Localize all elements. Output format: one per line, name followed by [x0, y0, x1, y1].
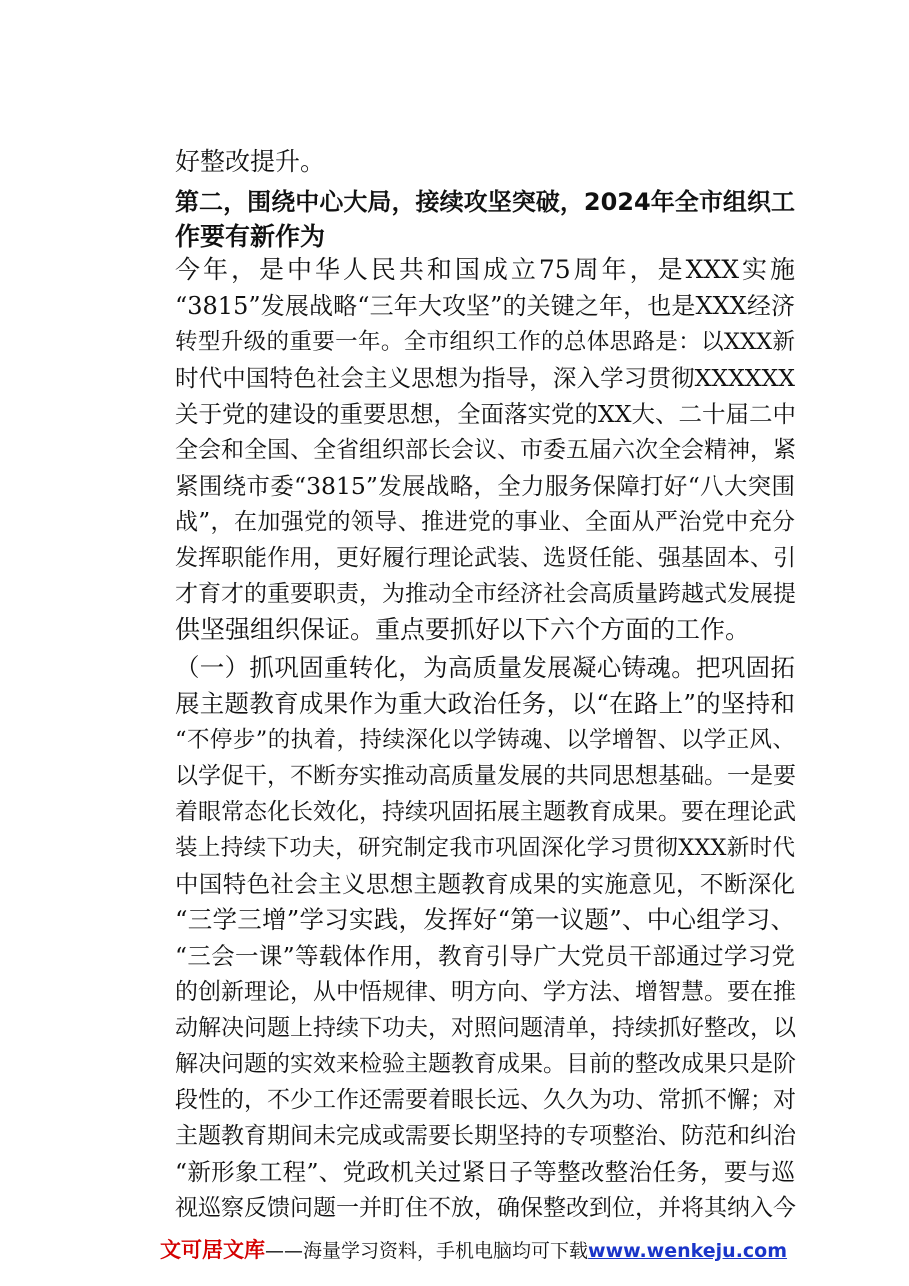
text-line: “三会一课”等载体作用，教育引导广大党员干部通过学习党 [175, 942, 795, 970]
text-line: 中国特色社会主义思想主题教育成果的实施意见，不断深化 [175, 870, 795, 898]
subsection-line: （一）抓巩固重转化，为高质量发展凝心铸魂。把巩固拓 [175, 653, 795, 682]
text-line: 紧围绕市委“3815”发展战略，全力服务保障打好“八大突围 [175, 472, 795, 500]
text-line: 好整改提升。 [175, 147, 326, 176]
text-line: 全会和全国、全省组织部长会议、市委五届六次全会精神，紧 [175, 437, 796, 463]
text-line: 着眼常态化长效化，持续巩固拓展主题教育成果。要在理论武 [175, 799, 796, 825]
text-line: “不停步”的执着，持续深化以学铸魂、以学增智、以学正风、 [175, 727, 795, 753]
footer-url-link[interactable]: www.wenkeju.com [588, 1240, 788, 1262]
text-line: 以学促干，不断夯实推动高质量发展的共同思想基础。一是要 [175, 763, 796, 789]
text-line: 装上持续下功夫，研究制定我市巩固深化学习贯彻XXX新时代 [175, 835, 795, 861]
section-heading-line: 第二，围绕中心大局，接续攻坚突破，2024年全市组织工 [175, 188, 795, 216]
text-line: 视巡察反馈问题一并盯住不放，确保整改到位，并将其纳入今 [175, 1195, 796, 1221]
section-heading-line: 作要有新作为 [175, 222, 326, 251]
footer-tagline: ——海量学习资料，手机电脑均可下载 [265, 1240, 589, 1262]
text-line: 主题教育期间未完成或需要长期坚持的专项整治、防范和纠治 [175, 1123, 796, 1149]
text-line: 的创新理论，从中悟规律、明方向、学方法、增智慧。要在推 [175, 979, 796, 1005]
text-line: 关于党的建设的重要思想，全面落实党的XX大、二十届二中 [175, 400, 796, 428]
footer-banner [160, 1236, 788, 1265]
text-line: “3815”发展战略“三年大攻坚”的关键之年，也是XXX经济 [175, 292, 795, 320]
text-line: “新形象工程”、党政机关过紧日子等整改整治任务，要与巡 [175, 1158, 795, 1186]
text-line: 动解决问题上持续下功夫，对照问题清单，持续抓好整改，以 [175, 1015, 796, 1041]
text-line: 才育才的重要职责，为推动全市经济社会高质量跨越式发展提 [175, 581, 796, 607]
text-line: “三学三增”学习实践，发挥好“第一议题”、中心组学习、 [175, 905, 795, 934]
text-line: 时代中国特色社会主义思想为指导，深入学习贯彻XXXXXX [175, 364, 795, 392]
text-line: 转型升级的重要一年。全市组织工作的总体思路是：以XXX新 [175, 329, 795, 355]
footer-brand: 文可居文库 [160, 1238, 265, 1262]
text-line: 发挥职能作用，更好履行理论武装、选贤任能、强基固本、引 [175, 545, 796, 571]
text-line: 战”，在加强党的领导、推进党的事业、全面从严治党中充分 [175, 509, 795, 535]
text-line: 今年，是中华人民共和国成立75周年，是XXX实施 [175, 255, 795, 284]
text-line: 供坚强组织保证。重点要抓好以下六个方面的工作。 [175, 615, 751, 644]
text-line: 展主题教育成果作为重大政治任务，以“在路上”的坚持和 [175, 689, 795, 718]
text-line: 解决问题的实效来检验主题教育成果。目前的整改成果只是阶 [175, 1051, 796, 1077]
text-line: 段性的，不少工作还需要着眼长远、久久为功、常抓不懈；对 [175, 1087, 796, 1113]
